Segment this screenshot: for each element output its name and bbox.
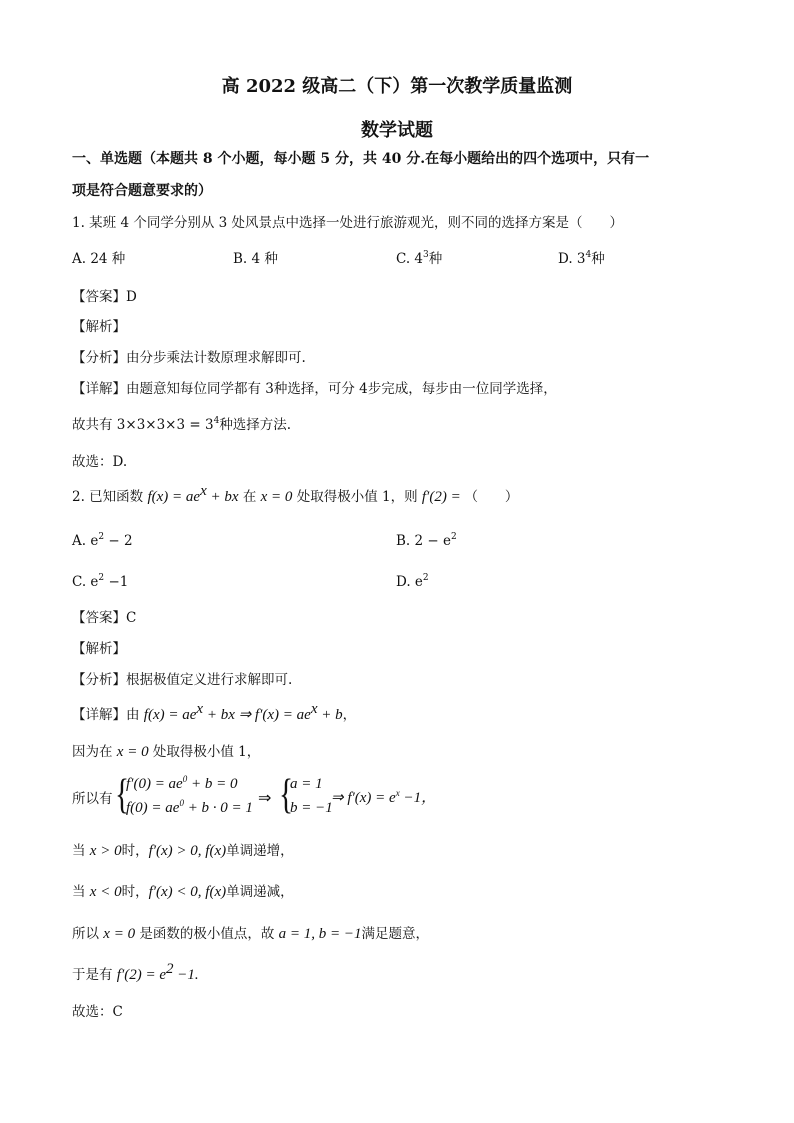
q2-system-right: [276, 772, 336, 822]
q2-line-decreasing: 当 x < 0时，f′(x) < 0, f(x)单调递减，: [72, 884, 294, 900]
q2-line-increasing: 当 x > 0时，f′(x) > 0, f(x)单调递增，: [72, 843, 294, 859]
q2-system-left: [112, 772, 272, 822]
q1-answer: 【答案】D: [72, 289, 137, 305]
q2-option-b: B. $2 - e^2$: [396, 532, 457, 549]
section-heading-cont: 项是符合题意要求的）: [72, 183, 212, 199]
q1-detail: 【详解】由题意知每位同学都有 3种选择，可分 4步完成，每步由一位同学选择，: [72, 381, 557, 397]
q2-system-eq2: $f(0) = ae^0 + b \cdot 0 = 1$: [126, 798, 253, 816]
q1-option-d: D. $3^4$种: [558, 250, 605, 267]
q2-implies: ⇒: [258, 790, 272, 807]
q2-stem: 2. 已知函数 $f(x) = ae^x$ + bx 在 x = 0 处取得极小值 1，则 f′(2) = （ ）: [72, 483, 519, 505]
q2-system-eq4: b = −1: [290, 800, 333, 816]
q2-system-eq1: $f'(0) = ae^0 + b = 0$: [126, 774, 238, 792]
left-brace-icon: {: [279, 772, 294, 818]
page-subtitle: 数学试题: [361, 120, 433, 141]
q2-option-c: C. $e^2 -1$: [72, 573, 129, 590]
q2-line-extremum: 因为在 x = 0 处取得极小值 1，: [72, 744, 261, 760]
q1-choose: 故选：D.: [72, 454, 128, 470]
q2-choose: 故选：C: [72, 1004, 123, 1020]
q2-detail: 【详解】由 $f(x) = ae^x$ + bx ⇒ $f'(x) = ae^x + b$，: [72, 701, 357, 723]
q2-option-a: A. $e^2 - 2$: [72, 532, 133, 549]
q1-option-c: C. $4^3$种: [396, 250, 443, 267]
q1-detail-line2: 故共有 $3\times 3\times 3\times 3 = 3^4$种选择方法.: [72, 416, 292, 433]
q1-analysis-tag: 【解析】: [72, 319, 126, 335]
q2-fenxi: 【分析】根据极值定义进行求解即可.: [72, 672, 293, 688]
q2-line-minimum: 所以 x = 0 是函数的极小值点，故 a = 1, b = −1满足题意，: [72, 926, 430, 942]
q1-fenxi: 【分析】由分步乘法计数原理求解即可.: [72, 350, 306, 366]
q1-option-b: B. 4 种: [233, 251, 278, 267]
q2-line-conclusion: 于是有 $f'(2) = e^2 -1$.: [72, 961, 199, 983]
q2-system-label: 所以有: [72, 791, 113, 807]
page-title: 高 2022 级高二（下）第一次教学质量监测: [221, 76, 573, 97]
q1-option-a: A. 24 种: [72, 251, 126, 267]
q2-system-eq3: a = 1: [290, 776, 323, 792]
q2-option-d: D. $e^2$: [396, 573, 429, 590]
q2-analysis-tag: 【解析】: [72, 641, 126, 657]
q2-answer: 【答案】C: [72, 610, 137, 626]
q2-system-result: ⇒ $f'(x) = e^x -1$，: [331, 788, 437, 806]
left-brace-icon: {: [115, 772, 130, 818]
section-heading: 一、单选题（本题共 8 个小题，每小题 5 分，共 40 分.在每小题给出的四个选项中，只有一: [72, 151, 650, 167]
q1-stem: 1. 某班 4 个同学分别从 3 处风景点中选择一处进行旅游观光，则不同的选择方案是（ ）: [72, 215, 624, 231]
